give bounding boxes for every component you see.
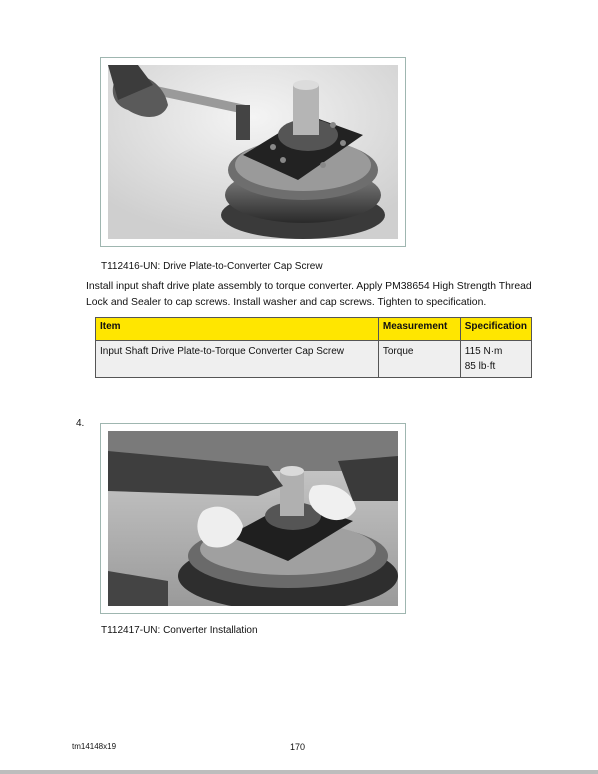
- table-row: [96, 341, 532, 378]
- cell-measurement: Torque: [378, 341, 460, 378]
- page-bottom-border: [0, 770, 598, 774]
- figure-1-frame: [100, 57, 406, 247]
- header-specification: Specification: [460, 318, 531, 341]
- step-instruction-text: Install input shaft drive plate assembly to torque converter. Apply PM38654 High Strength Thread Lock and Sealer to cap screws. Install washer and cap screws. Tighten to specification.: [86, 281, 532, 308]
- table-header-row: [96, 318, 532, 341]
- cell-item: Input Shaft Drive Plate-to-Torque Converter Cap Screw: [96, 341, 379, 378]
- header-item: Item: [96, 318, 379, 341]
- step-number: 4.: [76, 418, 85, 429]
- spec-metric: 115 N·m: [464, 346, 503, 357]
- figure-1-caption: T112416-UN: Drive Plate-to-Converter Cap Screw: [101, 261, 323, 272]
- header-measurement: Measurement: [378, 318, 460, 341]
- figure-2-frame: [100, 423, 406, 614]
- cell-specification: [460, 341, 531, 378]
- footer-document-id: tm14148x19: [72, 742, 117, 751]
- footer-page-number: 170: [290, 742, 306, 752]
- figure-1-photo: [108, 65, 398, 239]
- figure-2-photo: [108, 431, 398, 606]
- spec-imperial: 85 lb·ft: [464, 361, 496, 372]
- specification-table: [95, 317, 532, 378]
- figure-2-caption: T112417-UN: Converter Installation: [101, 625, 258, 636]
